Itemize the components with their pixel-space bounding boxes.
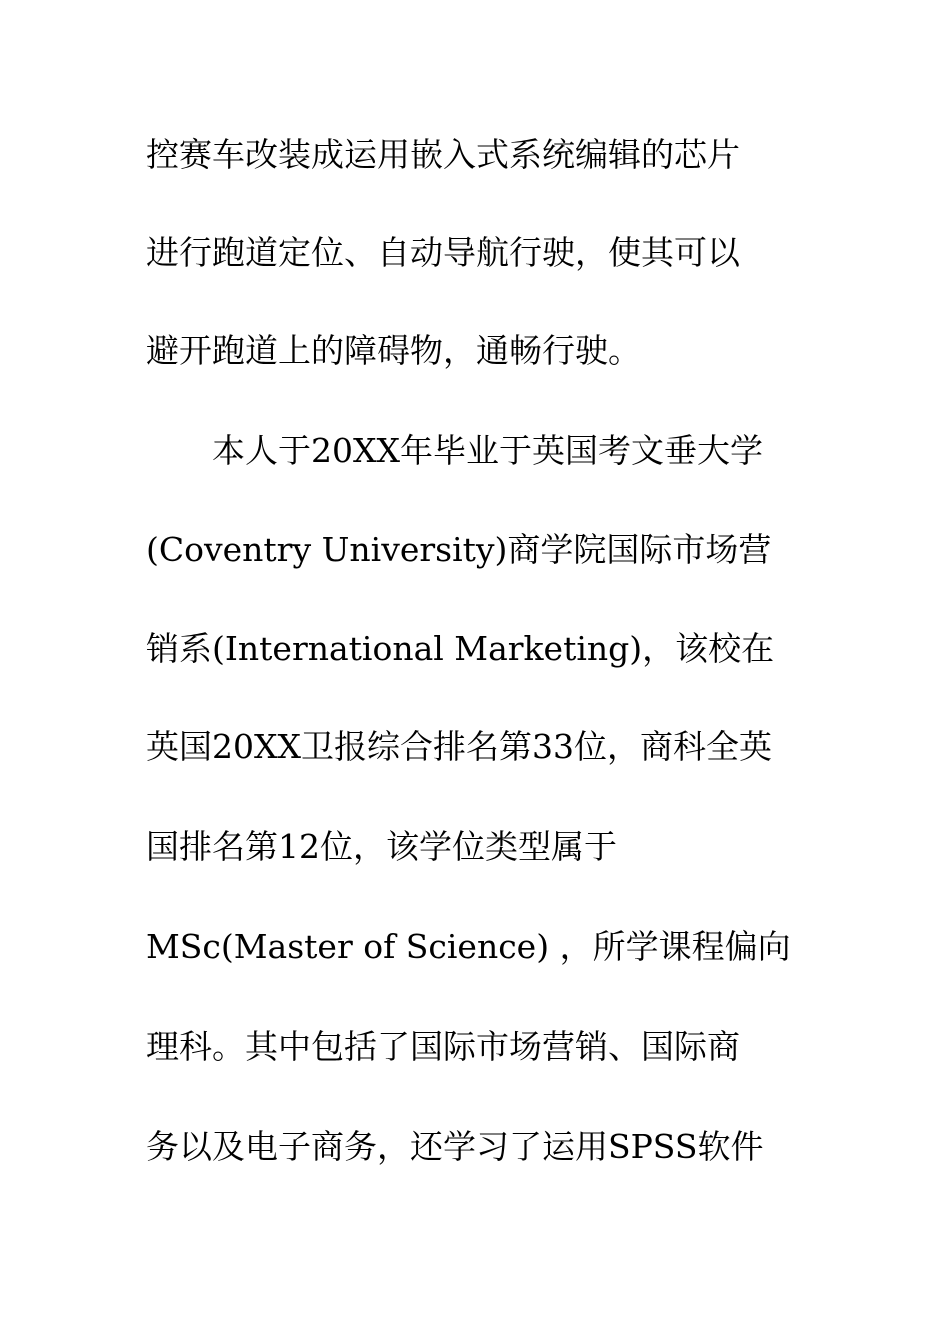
text-line: (Coventry University)商学院国际市场营 (146, 530, 772, 569)
text-line: 务以及电子商务，还学习了运用SPSS软件 (146, 1127, 764, 1166)
text-line: MSc(Master of Science) ，所学课程偏向 (146, 927, 791, 966)
text-line: 进行跑道定位、自动导航行驶，使其可以 (146, 233, 740, 272)
text-line: 理科。其中包括了国际市场营销、国际商 (146, 1027, 740, 1066)
text-line: 避开跑道上的障碍物，通畅行驶。 (146, 331, 641, 370)
text-line: 销系(International Marketing)，该校在 (146, 629, 775, 668)
text-line: 英国20XX卫报综合排名第33位，商科全英 (146, 727, 772, 766)
paragraph-first-line: 本人于20XX年毕业于英国考文垂大学 (212, 431, 763, 470)
text-line: 国排名第12位，该学位类型属于 (146, 827, 617, 866)
text-line: 控赛车改装成运用嵌入式系统编辑的芯片 (146, 135, 740, 174)
